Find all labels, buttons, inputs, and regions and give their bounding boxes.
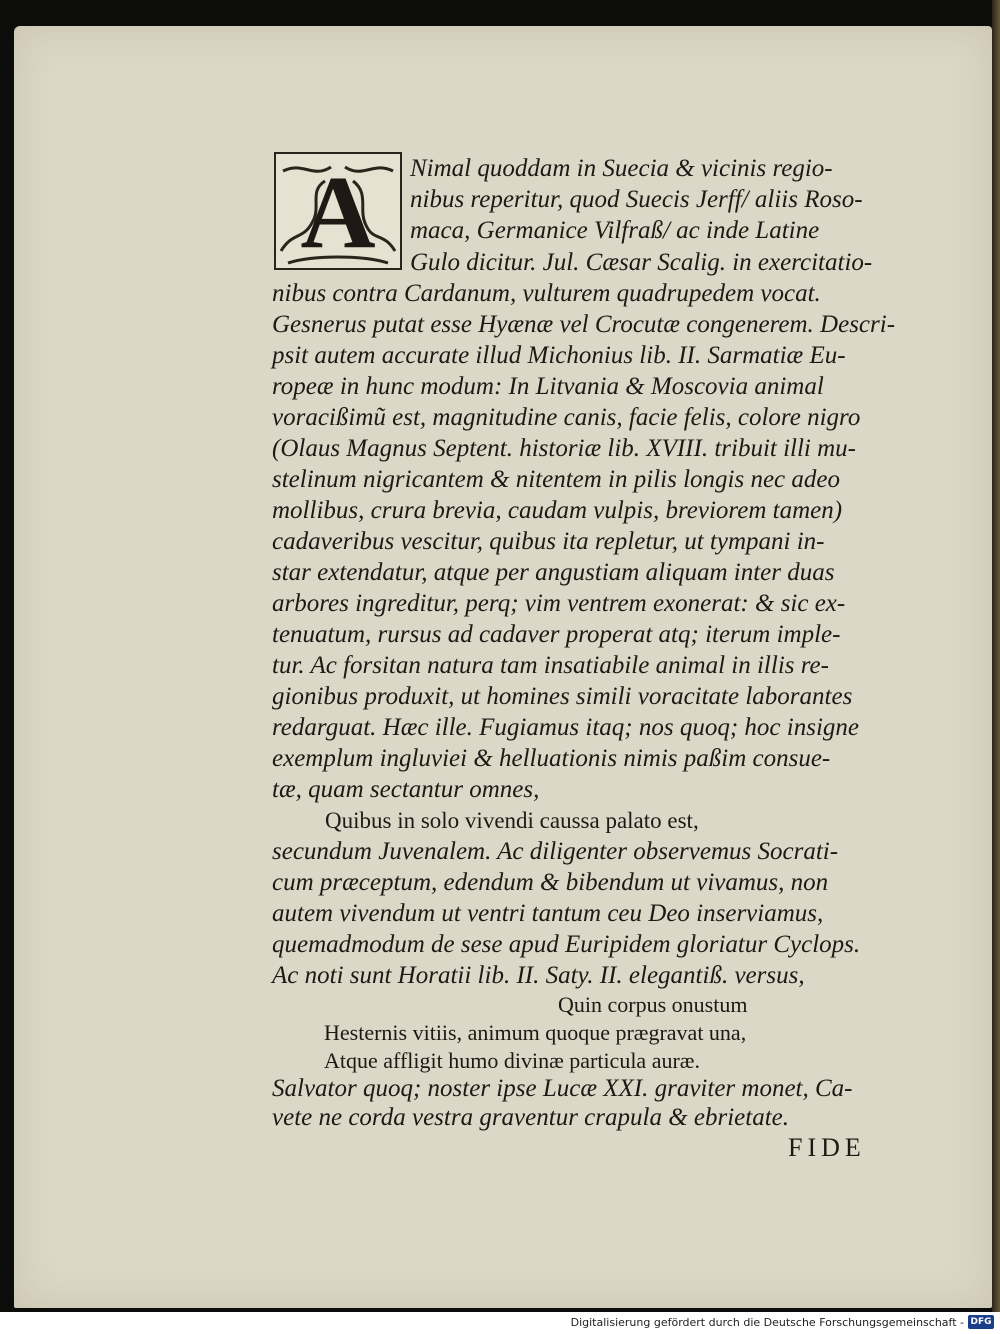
text-line-9: voracißimũ est, magnitudine canis, facie felis, colore nigro bbox=[272, 404, 861, 431]
verse-line-4: Atque affligit humo divinæ particula auræ. bbox=[324, 1048, 700, 1073]
verse-line-3: Hesternis vitiis, animum quoque prægravat una, bbox=[324, 1020, 747, 1045]
text-line-11: stelinum nigricantem & nitentem in pilis longis nec adeo bbox=[272, 466, 840, 493]
text-line-5: nibus contra Cardanum, vulturem quadrupedem vocat. bbox=[272, 280, 821, 307]
decorated-initial-a bbox=[273, 151, 403, 271]
text-line-25: autem vivendum ut ventri tantum ceu Deo inserviamus, bbox=[272, 900, 824, 927]
verse-line-1: Quibus in solo vivendi caussa palato est, bbox=[325, 808, 699, 833]
text-line-2: nibus reperitur, quod Suecis Jerff/ aliis Roso- bbox=[410, 186, 863, 213]
footer-credit: Digitalisierung gefördert durch die Deutsche Forschungsgemeinschaft - bbox=[570, 1316, 964, 1329]
catchword: FIDE bbox=[788, 1133, 866, 1162]
text-line-32: vete ne corda vestra graventur crapula & ebrietate. bbox=[272, 1104, 789, 1131]
text-line-3: maca, Germanice Vilfraß/ ac inde Latine bbox=[410, 217, 820, 244]
initial-letter: A bbox=[300, 155, 376, 270]
text-line-26: quemadmodum de sese apud Euripidem gloriatur Cyclops. bbox=[272, 931, 861, 958]
text-line-31: Salvator quoq; noster ipse Lucæ XXI. graviter monet, Ca- bbox=[272, 1075, 853, 1102]
text-line-1: Nimal quoddam in Suecia & vicinis regio- bbox=[410, 155, 833, 182]
dfg-logo-icon: DFG bbox=[968, 1315, 994, 1329]
text-line-21: tæ, quam sectantur omnes, bbox=[272, 776, 540, 803]
text-line-23: secundum Juvenalem. Ac diligenter observemus Socrati- bbox=[272, 838, 839, 865]
text-line-15: arbores ingreditur, perq; vim ventrem exonerat: & sic ex- bbox=[272, 590, 846, 617]
text-line-18: gionibus produxit, ut homines simili voracitate laborantes bbox=[272, 683, 853, 710]
text-line-16: tenuatum, rursus ad cadaver properat atq; iterum imple- bbox=[272, 621, 841, 648]
book-edge bbox=[992, 0, 1000, 1334]
verse-line-2: Quin corpus onustum bbox=[558, 992, 748, 1017]
text-line-12: mollibus, crura brevia, caudam vulpis, breviorem tamen) bbox=[272, 497, 843, 524]
text-line-8: ropeæ in hunc modum: In Litvania & Moscovia animal bbox=[272, 373, 824, 400]
text-line-17: tur. Ac forsitan natura tam insatiabile animal in illis re- bbox=[272, 652, 829, 679]
text-line-24: cum præceptum, edendum & bibendum ut vivamus, non bbox=[272, 869, 829, 896]
text-line-7: psit autem accurate illud Michonius lib. II. Sarmatiæ Eu- bbox=[272, 342, 846, 369]
text-line-19: redarguat. Hæc ille. Fugiamus itaq; nos quoq; hoc insigne bbox=[272, 714, 859, 741]
text-line-14: star extendatur, atque per angustiam aliquam inter duas bbox=[272, 559, 835, 586]
text-line-20: exemplum ingluviei & helluationis nimis paßim consue- bbox=[272, 745, 831, 772]
text-line-4: Gulo dicitur. Jul. Cæsar Scalig. in exercitatio- bbox=[410, 249, 873, 276]
text-line-27: Ac noti sunt Horatii lib. II. Saty. II. elegantiß. versus, bbox=[272, 962, 805, 989]
text-line-13: cadaveribus vescitur, quibus ita repletur, ut tympani in- bbox=[272, 528, 825, 555]
text-line-6: Gesnerus putat esse Hyænæ vel Crocutæ congenerem. Descri- bbox=[272, 311, 896, 338]
text-line-10: (Olaus Magnus Septent. historiæ lib. XVIII. tribuit illi mu- bbox=[272, 435, 856, 462]
